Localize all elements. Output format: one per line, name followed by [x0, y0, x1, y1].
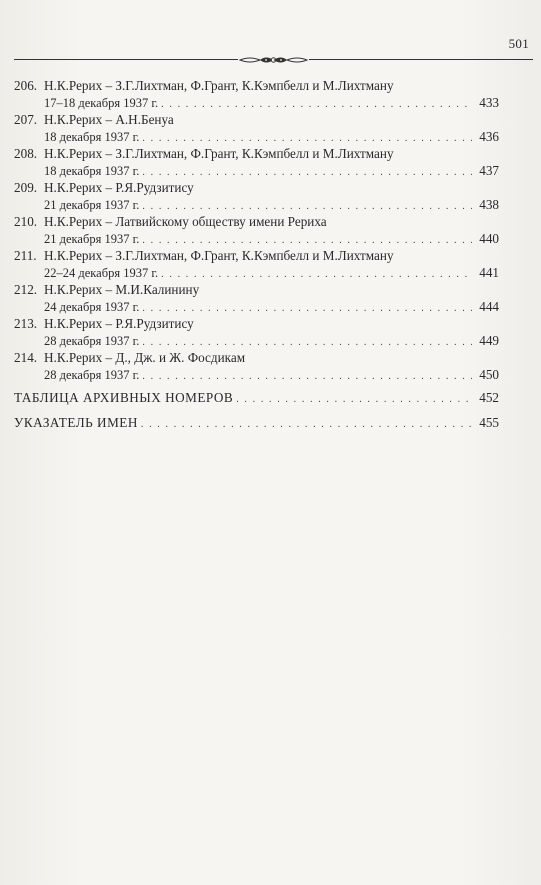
section-page: 452: [479, 390, 499, 405]
entry-date: 28 декабря 1937 г.: [44, 333, 140, 348]
rule-line-left: [14, 59, 238, 60]
header-ornament-rule: [14, 55, 533, 65]
entry-number: 210.: [14, 214, 38, 229]
ornament-icon: [238, 55, 309, 65]
toc-entry: [14, 180, 499, 214]
dot-leader: [141, 417, 472, 434]
toc-entry: [14, 78, 499, 112]
section-page: 455: [479, 415, 499, 430]
toc-entry: [14, 282, 499, 316]
entry-date-line: [44, 367, 499, 386]
entry-number: 206.: [14, 78, 38, 93]
entry-date: 24 декабря 1937 г.: [44, 299, 140, 314]
entry-date-line: [44, 231, 499, 250]
dot-leader: [142, 335, 472, 352]
dot-leader: [142, 131, 472, 148]
dot-leader: [161, 97, 472, 114]
dot-leader: [142, 233, 472, 250]
section-label: ТАБЛИЦА АРХИВНЫХ НОМЕРОВ: [14, 390, 234, 405]
toc-entry: [14, 112, 499, 146]
entry-title: Н.К.Рерих – М.И.Калинину: [44, 282, 200, 297]
entry-number: 213.: [14, 316, 38, 331]
dot-leader: [236, 392, 472, 409]
toc-entry: [14, 214, 499, 248]
entry-date: 18 декабря 1937 г.: [44, 129, 140, 144]
entry-page: 444: [479, 298, 499, 314]
entry-date: 28 декабря 1937 г.: [44, 367, 140, 382]
dot-leader: [142, 199, 472, 216]
entry-number: 207.: [14, 112, 38, 127]
entry-page: 436: [479, 128, 499, 144]
entry-date-line: [44, 333, 499, 352]
entry-date: 21 декабря 1937 г.: [44, 231, 140, 246]
entry-title: Н.К.Рерих – А.Н.Бенуа: [44, 112, 174, 127]
section-label: УКАЗАТЕЛЬ ИМЕН: [14, 415, 138, 430]
table-of-contents: [14, 78, 499, 440]
toc-entry: [14, 316, 499, 350]
entry-page: 433: [479, 94, 499, 110]
dot-leader: [142, 369, 472, 386]
dot-leader: [142, 301, 472, 318]
entry-number: 208.: [14, 146, 38, 161]
entry-date: 18 декабря 1937 г.: [44, 163, 140, 178]
entry-date-line: [44, 299, 499, 318]
entry-date: 17–18 декабря 1937 г.: [44, 95, 159, 110]
entry-title: Н.К.Рерих – Р.Я.Рудзитису: [44, 316, 194, 331]
entry-page: 441: [479, 264, 499, 280]
entry-page: 438: [479, 196, 499, 212]
entry-number: 211.: [14, 248, 37, 263]
entry-title: Н.К.Рерих – Д., Дж. и Ж. Фосдикам: [44, 350, 246, 365]
entry-date-line: [44, 95, 499, 114]
entry-title: Н.К.Рерих – Р.Я.Рудзитису: [44, 180, 194, 195]
entry-page: 440: [479, 230, 499, 246]
toc-section-name-index: [14, 415, 499, 440]
entry-date: 21 декабря 1937 г.: [44, 197, 140, 212]
entry-date-line: [44, 265, 499, 284]
entry-title: Н.К.Рерих – З.Г.Лихтман, Ф.Грант, К.Кэмпбелл и М.Лихтману: [44, 248, 394, 263]
entry-number: 212.: [14, 282, 38, 297]
dot-leader: [161, 267, 472, 284]
entry-number: 209.: [14, 180, 38, 195]
entry-title: Н.К.Рерих – Латвийскому обществу имени Рериха: [44, 214, 327, 229]
entry-date: 22–24 декабря 1937 г.: [44, 265, 159, 280]
rule-line-right: [309, 59, 533, 60]
entry-date-line: [44, 129, 499, 148]
toc-entry: [14, 248, 499, 282]
entry-title: Н.К.Рерих – З.Г.Лихтман, Ф.Грант, К.Кэмпбелл и М.Лихтману: [44, 146, 394, 161]
entry-page: 450: [479, 366, 499, 382]
toc-entry: [14, 350, 499, 384]
dot-leader: [142, 165, 472, 182]
entry-page: 437: [479, 162, 499, 178]
page-number: 501: [508, 36, 529, 51]
entry-page: 449: [479, 332, 499, 348]
toc-entry: [14, 146, 499, 180]
entry-number: 214.: [14, 350, 38, 365]
entry-date-line: [44, 163, 499, 182]
entry-date-line: [44, 197, 499, 216]
entry-title: Н.К.Рерих – З.Г.Лихтман, Ф.Грант, К.Кэмпбелл и М.Лихтману: [44, 78, 394, 93]
toc-section-archive-numbers: [14, 390, 499, 415]
